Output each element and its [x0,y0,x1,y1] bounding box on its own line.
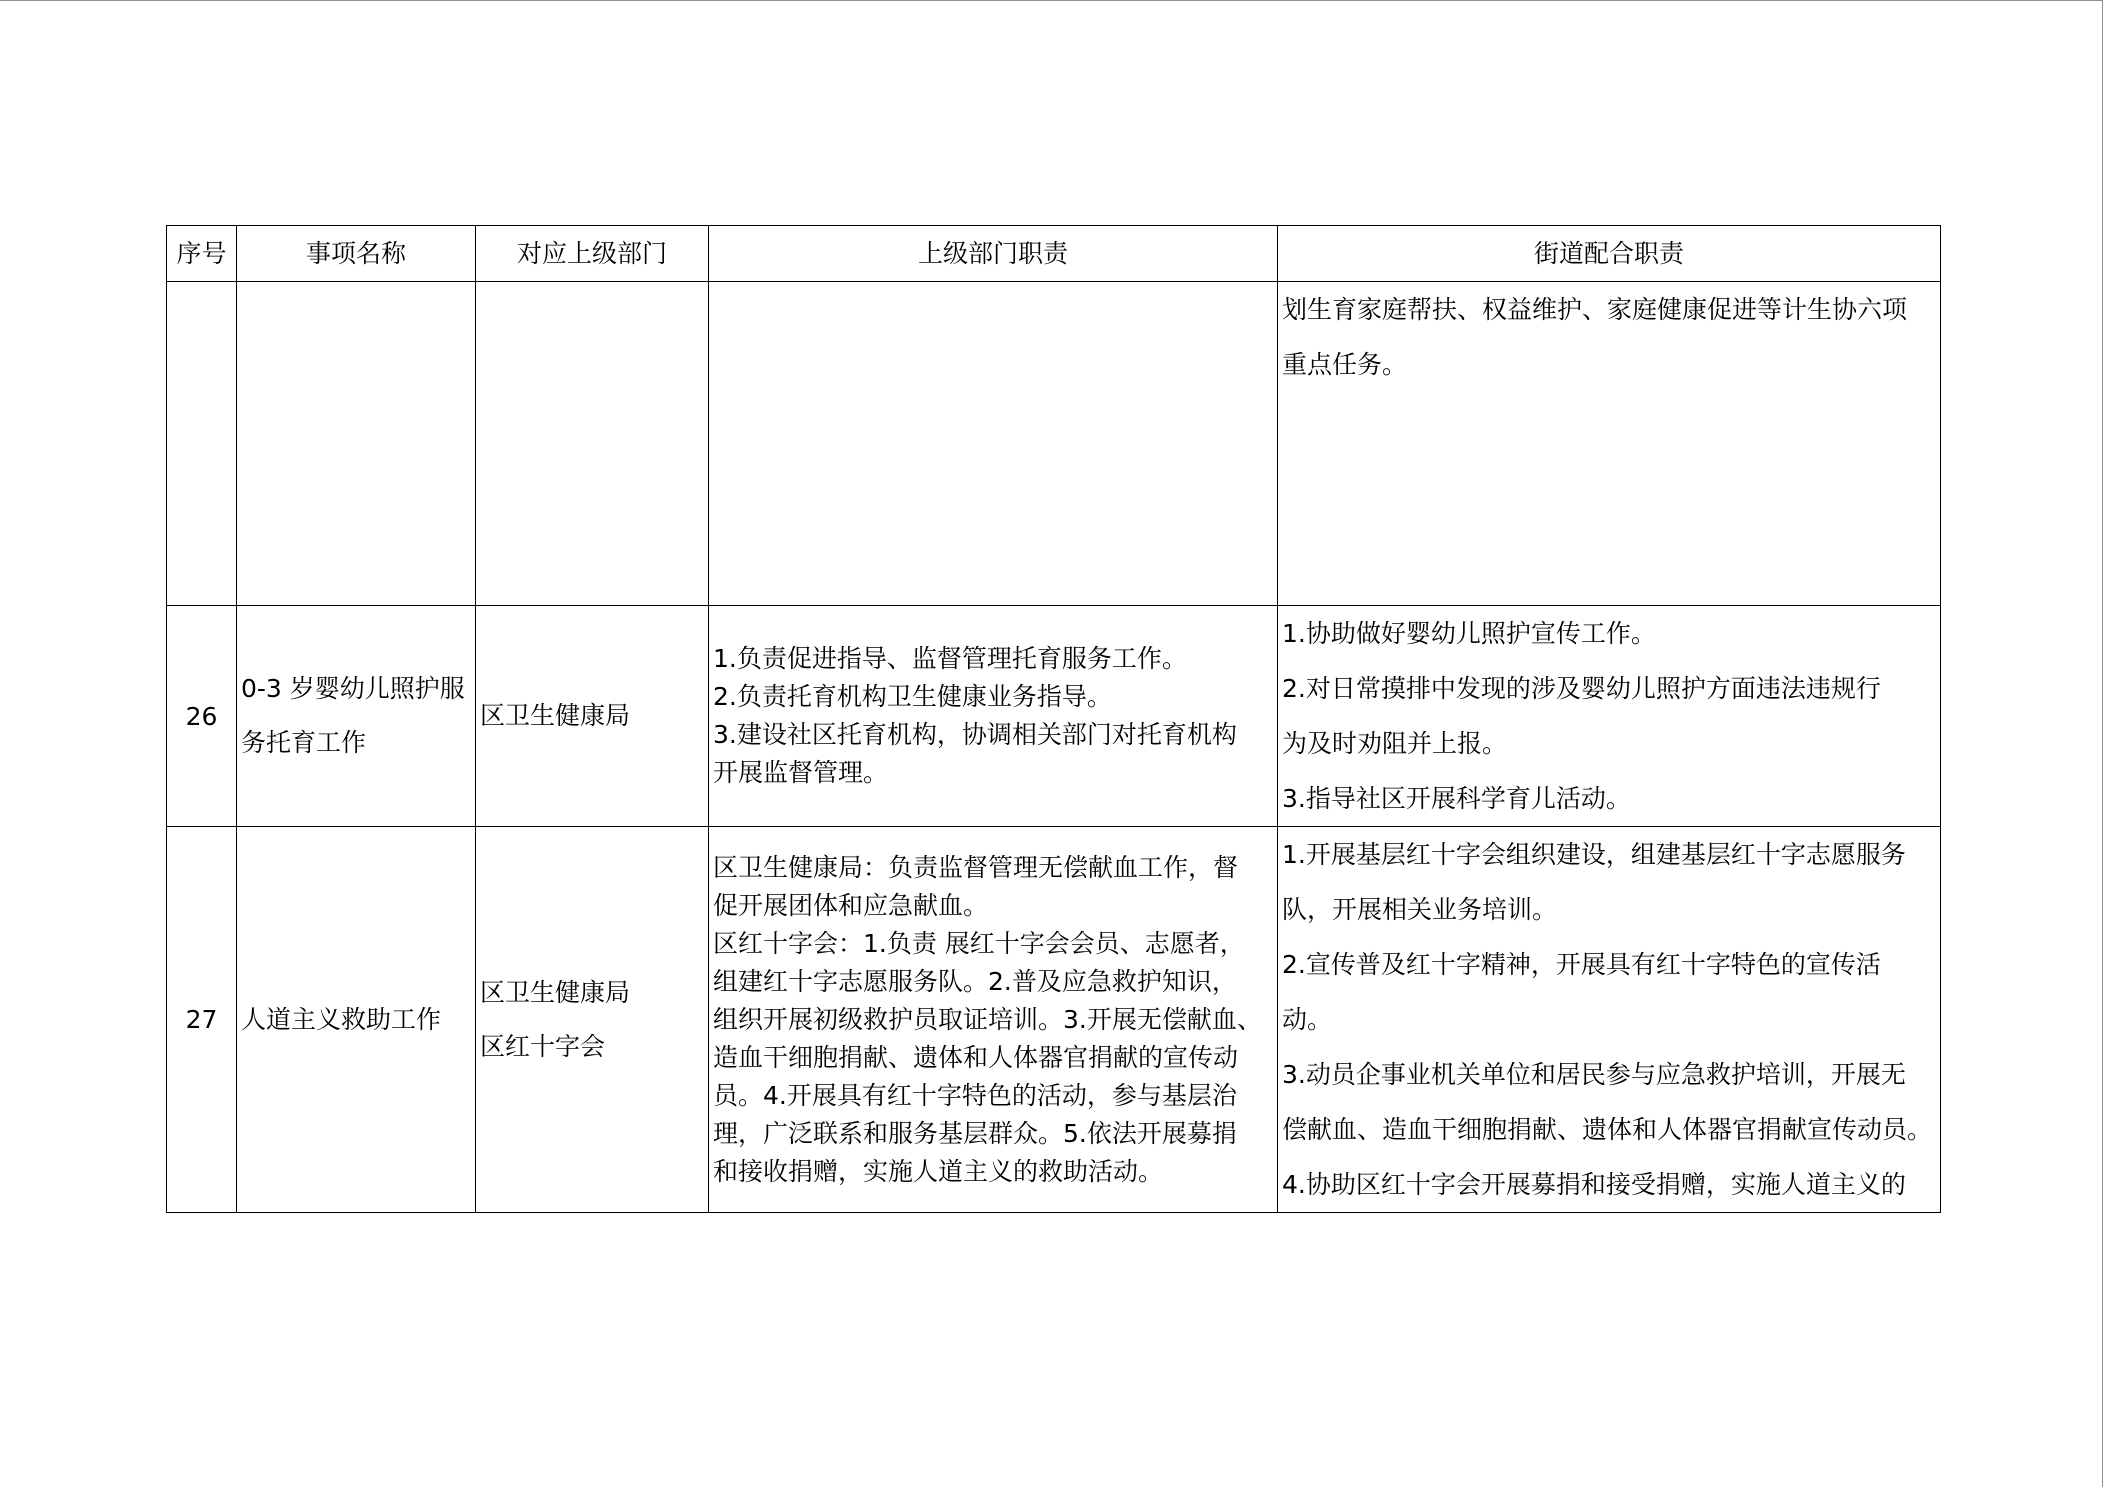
cell-street [1278,827,1941,1213]
dept-line: 区红十字会 [480,1031,606,1061]
street-line: 3.动员企事业机关单位和居民参与应急救护培训，开展无 [1282,1060,1906,1089]
cell-seq: 27 [167,827,237,1213]
street-line: 队，开展相关业务培训。 [1282,895,1558,924]
dept-line: 区卫生健康局 [480,977,631,1007]
table-row [167,827,1941,1213]
street-line: 动。 [1282,1005,1333,1034]
street-line: 1.开展基层红十字会组织建设，组建基层红十字志愿服务 [1282,840,1906,869]
table-row [167,606,1941,827]
upper-line: 3.建设社区托育机构，协调相关部门对托育机构 [713,720,1237,749]
table-row [167,282,1941,606]
upper-line: 造血干细胞捐献、遗体和人体器官捐献的宣传动 [713,1042,1239,1072]
cell-seq: 26 [167,606,237,827]
upper-line: 组建红十字志愿服务队。2.普及应急救护知识， [713,966,1237,996]
cell-seq [167,282,237,606]
street-line: 4.协助区红十字会开展募捐和接受捐赠，实施人道主义的 [1282,1170,1906,1199]
street-line: 2.对日常摸排中发现的涉及婴幼儿照护方面违法违规行 [1282,674,1881,703]
header-dept: 对应上级部门 [476,226,709,282]
street-line: 1.协助做好婴幼儿照护宣传工作。 [1282,619,1656,648]
dept-line: 区卫生健康局 [480,701,631,730]
street-line: 重点任务。 [1282,350,1408,379]
header-seq: 序号 [167,226,237,282]
cell-dept [476,282,709,606]
upper-line: 和接收捐赠，实施人道主义的救助活动。 [713,1156,1164,1186]
cell-dept [476,827,709,1213]
cell-upper [709,827,1278,1213]
upper-line: 1.负责促进指导、监督管理托育服务工作。 [713,644,1187,673]
street-line: 为及时劝阻并上报。 [1282,729,1508,758]
upper-line: 区卫生健康局：负责监督管理无偿献血工作，督 [713,852,1239,882]
cell-dept [476,606,709,827]
cell-upper [709,282,1278,606]
upper-line: 理，广泛联系和服务基层群众。5.依法开展募捐 [713,1118,1237,1148]
street-line: 3.指导社区开展科学育儿活动。 [1282,784,1631,813]
upper-line: 开展监督管理。 [713,758,889,787]
cell-street [1278,282,1941,606]
duty-table [166,225,1941,1213]
header-street: 街道配合职责 [1278,226,1941,282]
header-upper: 上级部门职责 [709,226,1278,282]
upper-line: 2.负责托育机构卫生健康业务指导。 [713,682,1112,711]
street-line: 2.宣传普及红十字精神，开展具有红十字特色的宣传活 [1282,950,1881,979]
cell-name [237,827,476,1213]
name-line: 务托育工作 [241,728,367,757]
cell-street [1278,606,1941,827]
name-line: 0-3 岁婴幼儿照护服 [241,674,465,703]
street-line: 划生育家庭帮扶、权益维护、家庭健康促进等计生协六项 [1282,295,1908,324]
header-row [167,226,1941,282]
cell-name [237,606,476,827]
header-name: 事项名称 [237,226,476,282]
name-line: 人道主义救助工作 [241,1004,442,1034]
upper-line: 促开展团体和应急献血。 [713,890,989,920]
upper-line: 员。4.开展具有红十字特色的活动，参与基层治 [713,1080,1237,1110]
upper-line: 区红十字会：1.负责 展红十字会会员、志愿者， [713,928,1245,958]
cell-upper [709,606,1278,827]
street-line: 偿献血、造血干细胞捐献、遗体和人体器官捐献宣传动员。 [1282,1115,1933,1144]
cell-name [237,282,476,606]
upper-line: 组织开展初级救护员取证培训。3.开展无偿献血、 [713,1004,1262,1034]
